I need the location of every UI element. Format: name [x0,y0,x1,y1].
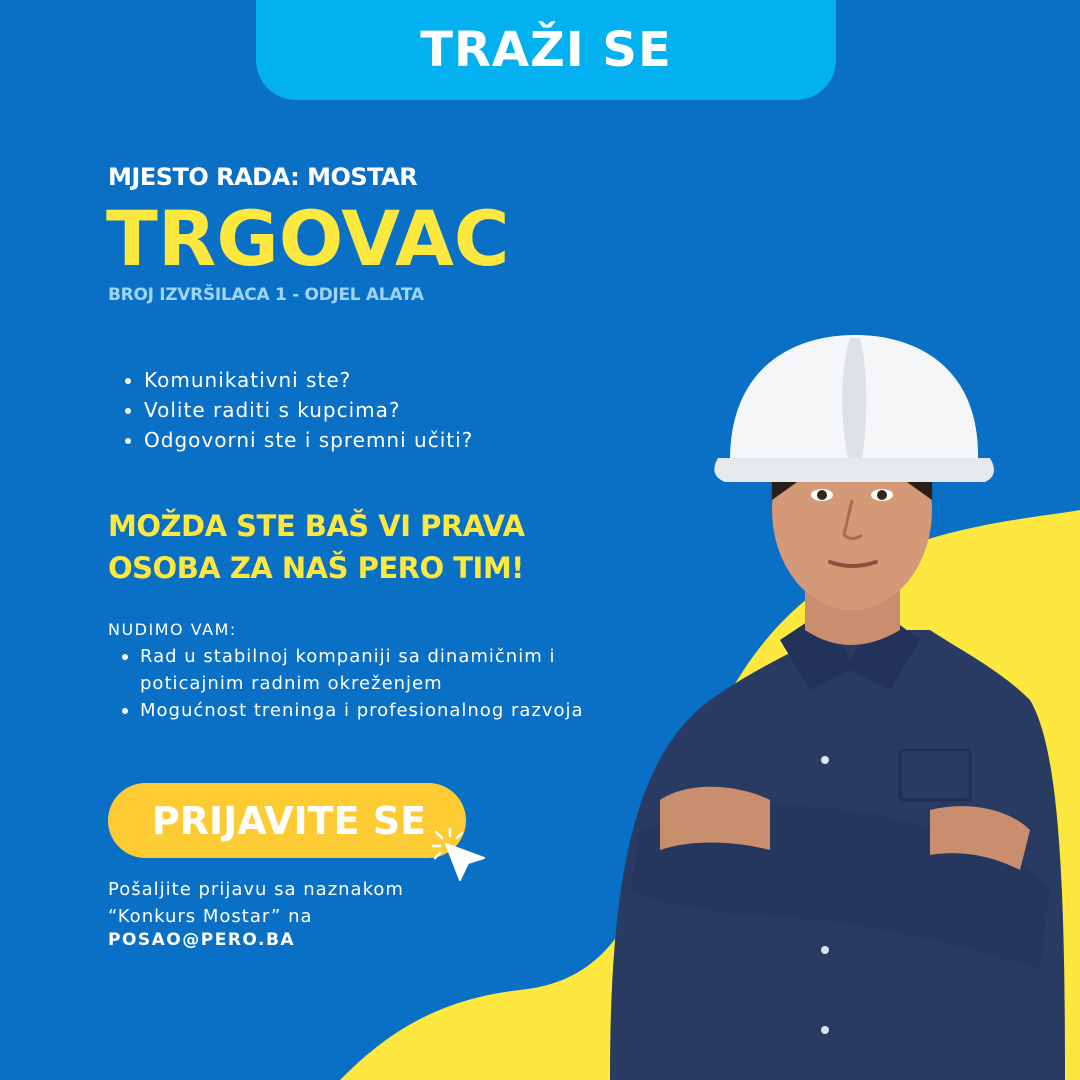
apply-instructions-line: “Konkurs Mostar” na [108,906,313,927]
question-list [122,365,473,455]
tagline [108,505,588,589]
job-location: MJESTO RADA: MOSTAR [108,163,418,191]
list-item: Mogućnost treninga i profesionalnog razvoja [118,697,598,724]
list-item: Volite raditi s kupcima? [122,395,473,425]
tagline-line: OSOBA ZA NAŠ PERO TIM! [108,551,524,585]
list-item: Odgovorni ste i spremni učiti? [122,425,473,455]
top-banner: TRAŽI SE [256,0,836,100]
job-title: TRGOVAC [106,194,510,283]
email-link[interactable]: POSAO@PERO.BA [108,930,296,950]
apply-instructions-line: Pošaljite prijavu sa naznakom [108,879,404,900]
job-subtitle: BROJ IZVRŠILACA 1 - ODJEL ALATA [108,285,424,305]
tagline-line: MOŽDA STE BAŠ VI PRAVA [108,509,525,543]
worker-photo [600,330,1070,1080]
apply-button[interactable]: PRIJAVITE SE [108,783,466,858]
offer-heading: NUDIMO VAM: [108,620,237,639]
list-item: Komunikativni ste? [122,365,473,395]
list-item: Rad u stabilnoj kompaniji sa dinamičnim i poticajnim radnim okreženjem [118,643,598,697]
apply-instructions [108,876,508,930]
offer-list [118,643,598,724]
